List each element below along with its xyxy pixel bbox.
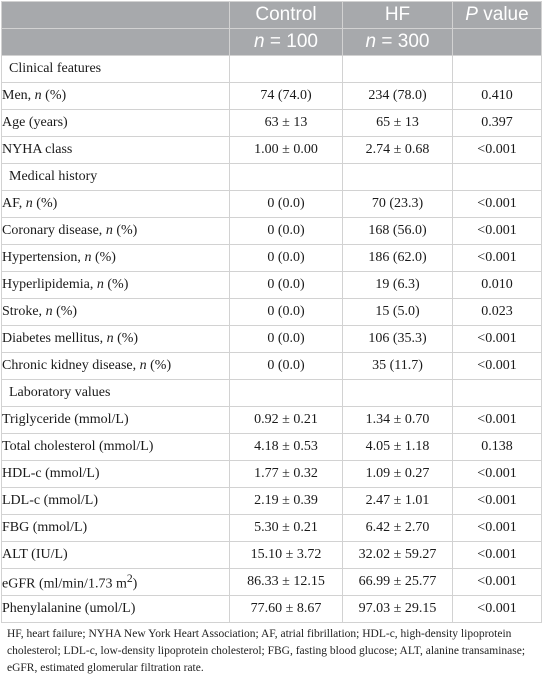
header-control-n-rest: = 100 — [264, 31, 318, 52]
cell-p-value: <0.001 — [453, 191, 542, 218]
row-label-text: Hyperlipidemia, — [2, 277, 97, 292]
table-body — [2, 2, 542, 623]
section-empty-cell — [453, 56, 542, 83]
cell-p-value: <0.001 — [453, 326, 542, 353]
header-hf-n — [343, 29, 453, 56]
header-control-n — [230, 29, 343, 56]
cell-p-value: <0.001 — [453, 407, 542, 434]
cell-control: 1.00 ± 0.00 — [230, 137, 343, 164]
row-label-italic: n — [34, 88, 42, 103]
cell-hf: 97.03 ± 29.15 — [343, 596, 453, 623]
section-empty-cell — [453, 380, 542, 407]
row-label-italic: n — [25, 196, 33, 211]
row-label-sup: 2 — [126, 571, 133, 585]
header-row-groups — [2, 2, 542, 29]
cell-p-value: 0.138 — [453, 434, 542, 461]
cell-control: 1.77 ± 0.32 — [230, 461, 343, 488]
cell-p-value: <0.001 — [453, 353, 542, 380]
row-label-italic: n — [106, 331, 114, 346]
section-empty-cell — [453, 164, 542, 191]
table-row — [2, 461, 542, 488]
section-title: Clinical features — [2, 56, 230, 83]
cell-control: 74 (74.0) — [230, 83, 343, 110]
header-corner-cell-2 — [2, 29, 230, 56]
section-row — [2, 56, 542, 83]
cell-hf: 168 (56.0) — [343, 218, 453, 245]
section-empty-cell — [230, 380, 343, 407]
header-p-rest: value — [477, 4, 529, 25]
row-label-tail: (%) — [103, 277, 129, 292]
cell-p-value: <0.001 — [453, 542, 542, 569]
header-row-counts — [2, 29, 542, 56]
table-row — [2, 110, 542, 137]
table-row — [2, 353, 542, 380]
row-label-italic: n — [84, 250, 92, 265]
row-label — [2, 515, 230, 542]
row-label-italic: n — [139, 358, 147, 373]
cell-hf: 2.47 ± 1.01 — [343, 488, 453, 515]
row-label-text: eGFR (ml/min/1.73 m — [2, 576, 127, 592]
row-label — [2, 272, 230, 299]
table-row — [2, 407, 542, 434]
header-p-italic: P — [465, 4, 478, 25]
section-empty-cell — [343, 164, 453, 191]
section-empty-cell — [230, 56, 343, 83]
row-label-italic: n — [45, 304, 53, 319]
cell-p-value: <0.001 — [453, 461, 542, 488]
row-label — [2, 326, 230, 353]
section-row — [2, 380, 542, 407]
cell-control: 0 (0.0) — [230, 272, 343, 299]
cell-p-value: <0.001 — [453, 137, 542, 164]
section-title: Laboratory values — [2, 380, 230, 407]
row-label — [2, 110, 230, 137]
cell-hf: 35 (11.7) — [343, 353, 453, 380]
cell-hf: 66.99 ± 25.77 — [343, 569, 453, 596]
header-p-blank — [453, 29, 542, 56]
cell-control: 77.60 ± 8.67 — [230, 596, 343, 623]
row-label-tail: (%) — [112, 223, 138, 238]
section-empty-cell — [343, 380, 453, 407]
row-label-text: Total cholesterol (mmol/L) — [2, 439, 154, 454]
table-row — [2, 83, 542, 110]
section-title: Medical history — [2, 164, 230, 191]
table-row — [2, 488, 542, 515]
table-row — [2, 245, 542, 272]
cell-hf: 19 (6.3) — [343, 272, 453, 299]
row-label-italic: n — [105, 223, 113, 238]
header-hf-n-rest: = 300 — [376, 31, 430, 52]
cell-hf: 186 (62.0) — [343, 245, 453, 272]
row-label — [2, 461, 230, 488]
cell-control: 63 ± 13 — [230, 110, 343, 137]
cell-p-value: 0.397 — [453, 110, 542, 137]
cell-control: 0 (0.0) — [230, 353, 343, 380]
table-row — [2, 137, 542, 164]
row-label-text: AF, — [2, 196, 26, 211]
cell-hf: 65 ± 13 — [343, 110, 453, 137]
row-label-tail: (%) — [113, 331, 139, 346]
cell-control: 15.10 ± 3.72 — [230, 542, 343, 569]
data-table — [1, 1, 542, 623]
cell-control: 0 (0.0) — [230, 245, 343, 272]
row-label-tail: (%) — [91, 250, 116, 265]
row-label-italic: n — [96, 277, 104, 292]
row-label-text: FBG (mmol/L) — [2, 520, 88, 535]
table-row — [2, 218, 542, 245]
cell-control: 0.92 ± 0.21 — [230, 407, 343, 434]
cell-p-value: <0.001 — [453, 569, 542, 596]
table-row — [2, 569, 542, 596]
table-row — [2, 596, 542, 623]
cell-hf: 106 (35.3) — [343, 326, 453, 353]
row-label — [2, 434, 230, 461]
row-label-text: Stroke, — [2, 304, 46, 319]
row-label-text: Men, — [2, 88, 35, 103]
table-row — [2, 191, 542, 218]
cell-p-value: <0.001 — [453, 218, 542, 245]
row-label — [2, 488, 230, 515]
row-label-text: Triglyceride (mmol/L) — [2, 412, 129, 427]
cell-p-value: <0.001 — [453, 245, 542, 272]
row-label-tail: (%) — [41, 88, 67, 103]
header-control: Control — [230, 2, 343, 29]
section-empty-cell — [343, 56, 453, 83]
row-label — [2, 542, 230, 569]
row-label — [2, 596, 230, 623]
cell-hf: 1.09 ± 0.27 — [343, 461, 453, 488]
cell-hf: 1.34 ± 0.70 — [343, 407, 453, 434]
section-empty-cell — [230, 164, 343, 191]
cell-p-value: 0.010 — [453, 272, 542, 299]
cell-hf: 2.74 ± 0.68 — [343, 137, 453, 164]
header-corner-cell — [2, 2, 230, 29]
table-row — [2, 326, 542, 353]
cell-hf: 32.02 ± 59.27 — [343, 542, 453, 569]
cell-control: 0 (0.0) — [230, 326, 343, 353]
cell-hf: 15 (5.0) — [343, 299, 453, 326]
cell-p-value: <0.001 — [453, 515, 542, 542]
row-label — [2, 299, 230, 326]
row-label-text: LDL-c (mmol/L) — [2, 493, 99, 508]
row-label — [2, 137, 230, 164]
table-row — [2, 272, 542, 299]
cell-hf: 70 (23.3) — [343, 191, 453, 218]
cell-hf: 4.05 ± 1.18 — [343, 434, 453, 461]
cell-control: 5.30 ± 0.21 — [230, 515, 343, 542]
row-label-text: Phenylalanine (umol/L) — [2, 601, 136, 616]
table-row — [2, 542, 542, 569]
row-label-text: Chronic kidney disease, — [2, 358, 140, 373]
row-label — [2, 218, 230, 245]
row-label-text: Coronary disease, — [2, 223, 106, 238]
row-label — [2, 245, 230, 272]
row-label — [2, 569, 230, 596]
row-label-text: NYHA class — [2, 142, 73, 157]
cell-hf: 234 (78.0) — [343, 83, 453, 110]
row-label-tail: (%) — [52, 304, 78, 319]
cell-control: 0 (0.0) — [230, 299, 343, 326]
row-label — [2, 83, 230, 110]
row-label-text: Hypertension, — [2, 250, 85, 265]
cell-control: 2.19 ± 0.39 — [230, 488, 343, 515]
row-label-text: HDL-c (mmol/L) — [2, 466, 100, 481]
row-label — [2, 407, 230, 434]
cell-p-value: <0.001 — [453, 488, 542, 515]
header-control-n-italic: n — [254, 31, 265, 52]
header-hf: HF — [343, 2, 453, 29]
header-p-value — [453, 2, 542, 29]
header-hf-n-italic: n — [365, 31, 377, 52]
cell-control: 4.18 ± 0.53 — [230, 434, 343, 461]
row-label-tail: (%) — [32, 196, 58, 211]
cell-control: 86.33 ± 12.15 — [230, 569, 343, 596]
table-row — [2, 299, 542, 326]
cell-p-value: <0.001 — [453, 596, 542, 623]
cell-p-value: 0.410 — [453, 83, 542, 110]
table-row — [2, 515, 542, 542]
table-footnote: HF, heart failure; NYHA New York Heart Association; AF, atrial fibrillation; HDL-c, high-density lipoprotein cholesterol; LDL-c, low-density lipoprotein cholesterol; FBG, fasting blood glucose; ALT, alanine transaminase; eGFR, estimated glomerular filtration rate. — [7, 628, 526, 674]
cell-p-value: 0.023 — [453, 299, 542, 326]
row-label-text: Age (years) — [2, 115, 68, 130]
cell-control: 0 (0.0) — [230, 191, 343, 218]
row-label-text: ALT (IU/L) — [2, 547, 68, 562]
table-row — [2, 434, 542, 461]
row-label — [2, 191, 230, 218]
row-label-text: Diabetes mellitus, — [2, 331, 107, 346]
section-row — [2, 164, 542, 191]
row-label-tail: (%) — [146, 358, 172, 373]
row-label-after-sup: ) — [132, 576, 138, 592]
row-label — [2, 353, 230, 380]
cell-control: 0 (0.0) — [230, 218, 343, 245]
cell-hf: 6.42 ± 2.70 — [343, 515, 453, 542]
